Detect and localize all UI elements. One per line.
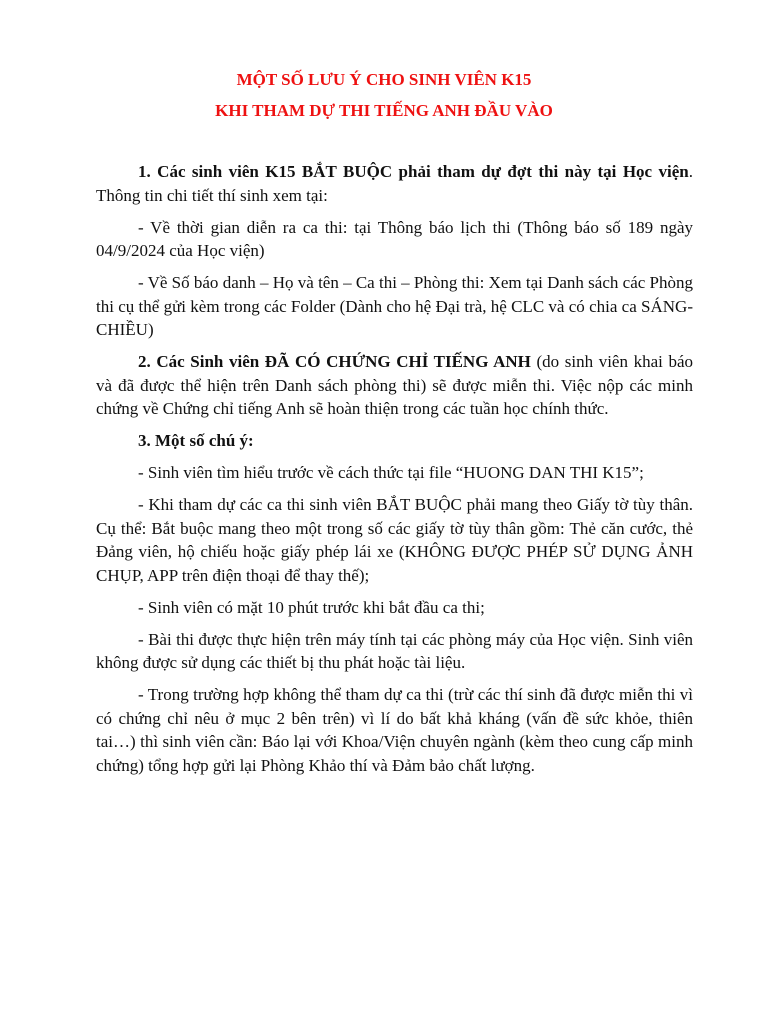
section-3-item-4: - Bài thi được thực hiện trên máy tính tại các phòng máy của Học viện. Sinh viên không được sử dụng các thiết bị thu phát hoặc tài liệu. [96, 629, 693, 672]
section-2-heading: 2. Các Sinh viên ĐÃ CÓ CHỨNG CHỈ TIẾNG ANH [138, 352, 531, 371]
section-3-heading-paragraph [96, 429, 693, 453]
section-3-heading: 3. Một số chú ý: [138, 431, 254, 450]
document-body [96, 160, 693, 786]
section-1-item-1: - Về thời gian diễn ra ca thi: tại Thông báo lịch thi (Thông báo số 189 ngày 04/9/2024 của Học viện) [96, 217, 693, 260]
section-1-heading: 1. Các sinh viên K15 BẮT BUỘC phải tham dự đợt thi này tại Học viện [138, 162, 689, 181]
section-2-tail: (do sinh viên khai báo và đã được thể hiện trên Danh sách phòng thi) sẽ được miễn thi. Việc nộp các minh chứng về Chứng chỉ tiếng Anh sẽ hoàn thiện trong các tuần học chính thức. [96, 352, 693, 418]
section-3-item-3: - Sinh viên có mặt 10 phút trước khi bắt đầu ca thi; [138, 597, 485, 617]
section-3-item-5: - Trong trường hợp không thể tham dự ca thi (trừ các thí sinh đã được miễn thi vì có chứng chỉ nêu ở mục 2 bên trên) vì lí do bất khả kháng (vấn đề sức khỏe, thiên tai…) thì sinh viên cần: Báo lại với Khoa/Viện chuyên ngành (kèm theo cung cấp minh chứng) tổng hợp gửi lại Phòng Khảo thí và Đảm bảo chất lượng. [96, 685, 693, 775]
section-1-tail: . Thông tin chi tiết thí sinh xem tại: [96, 162, 693, 205]
section-1-paragraph [96, 160, 693, 207]
document-title-line-2: KHI THAM DỰ THI TIẾNG ANH ĐẦU VÀO [215, 101, 553, 120]
section-3-item-1: - Sinh viên tìm hiểu trước về cách thức tại file “HUONG DAN THI K15”; [138, 463, 644, 482]
section-1-item-2: - Về Số báo danh – Họ và tên – Ca thi – Phòng thi: Xem tại Danh sách các Phòng thi cụ thể gửi kèm trong các Folder (Dành cho hệ Đại trà, hệ CLC và có chia ca SÁNG-CHIỀU) [96, 273, 693, 339]
section-3-item-2: - Khi tham dự các ca thi sinh viên BẮT BUỘC phải mang theo Giấy tờ tùy thân. Cụ thể: Bắt buộc mang theo một trong số các giấy tờ tùy thân gồm: Thẻ căn cước, thẻ Đảng viên, hộ chiếu hoặc giấy phép lái xe (KHÔNG ĐƯỢC PHÉP SỬ DỤNG ẢNH CHỤP, APP trên điện thoại để thay thế); [96, 495, 693, 585]
section-2-paragraph [96, 350, 693, 421]
document-title-line-1: MỘT SỐ LƯU Ý CHO SINH VIÊN K15 [236, 70, 532, 89]
